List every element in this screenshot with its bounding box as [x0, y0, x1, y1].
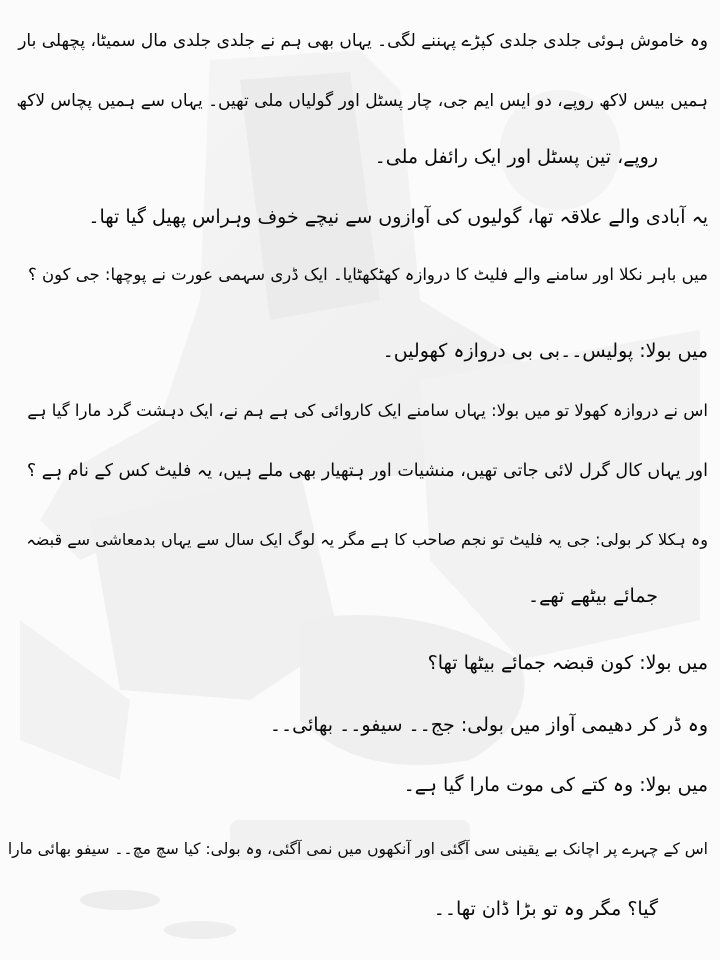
paragraph-line: اس کے چہرے پر اچانک بے یقینی سی آگئی اور آنکھوں میں نمی آگئی، وہ بولی: کیا سچ مچ۔۔ سیفو بھائی مارا: [7, 840, 708, 858]
paragraph-line: ہمیں بیس لاکھ روپے، دو ایس ایم جی، چار پسٹل اور گولیاں ملی تھیں۔ یہاں سے ہمیں پچاس لاکھ: [16, 91, 708, 111]
paragraph-line: روپے، تین پسٹل اور ایک رائفل ملی۔: [374, 146, 658, 168]
paragraph-line: جمائے بیٹھے تھے۔: [528, 585, 658, 607]
paragraph-line: وہ خاموش ہوئی جلدی جلدی کپڑے پہننے لگی۔ یہاں بھی ہم نے جلدی جلدی مال سمیٹا، پچھلی بار: [18, 31, 708, 51]
paragraph-line: میں بولا: وہ کتے کی موت مارا گیا ہے۔: [403, 774, 708, 796]
paragraph-line: میں بولا: کون قبضہ جمائے بیٹھا تھا؟: [427, 652, 708, 674]
paragraph-line: اس نے دروازہ کھولا تو میں بولا: یہاں سامنے ایک کاروائی کی ہے ہم نے، ایک دہشت گرد مارا گیا ہے: [27, 401, 708, 420]
paragraph-line: اور یہاں کال گرل لائی جاتی تھیں، منشیات اور ہتھیار بھی ملے ہیں، یہ فلیٹ کس کے نام ہے ؟: [26, 461, 708, 481]
paragraph-line: یہ آبادی والے علاقہ تھا، گولیوں کی آوازوں سے نیچے خوف وہراس پھیل گیا تھا۔: [88, 206, 708, 228]
paragraph-line: میں بولا: پولیس۔۔بی بی دروازہ کھولیں۔: [382, 340, 708, 362]
paragraph-line: گیا؟ مگر وہ تو بڑا ڈان تھا۔۔: [433, 898, 658, 920]
paragraph-line: میں باہر نکلا اور سامنے والے فلیٹ کا دروازہ کھٹکھٹایا۔ ایک ڈری سہمی عورت نے پوچھا: جی کون ؟: [27, 265, 708, 284]
paragraph-line: وہ ہکلا کر بولی: جی یہ فلیٹ تو نجم صاحب کا ہے مگر یہ لوگ ایک سال سے یہاں بدمعاشی سے قبضہ: [26, 530, 708, 549]
paragraph-line: وہ ڈر کر دھیمی آواز میں بولی: جج۔۔ سیفو۔۔ بھائی۔۔: [269, 714, 708, 736]
